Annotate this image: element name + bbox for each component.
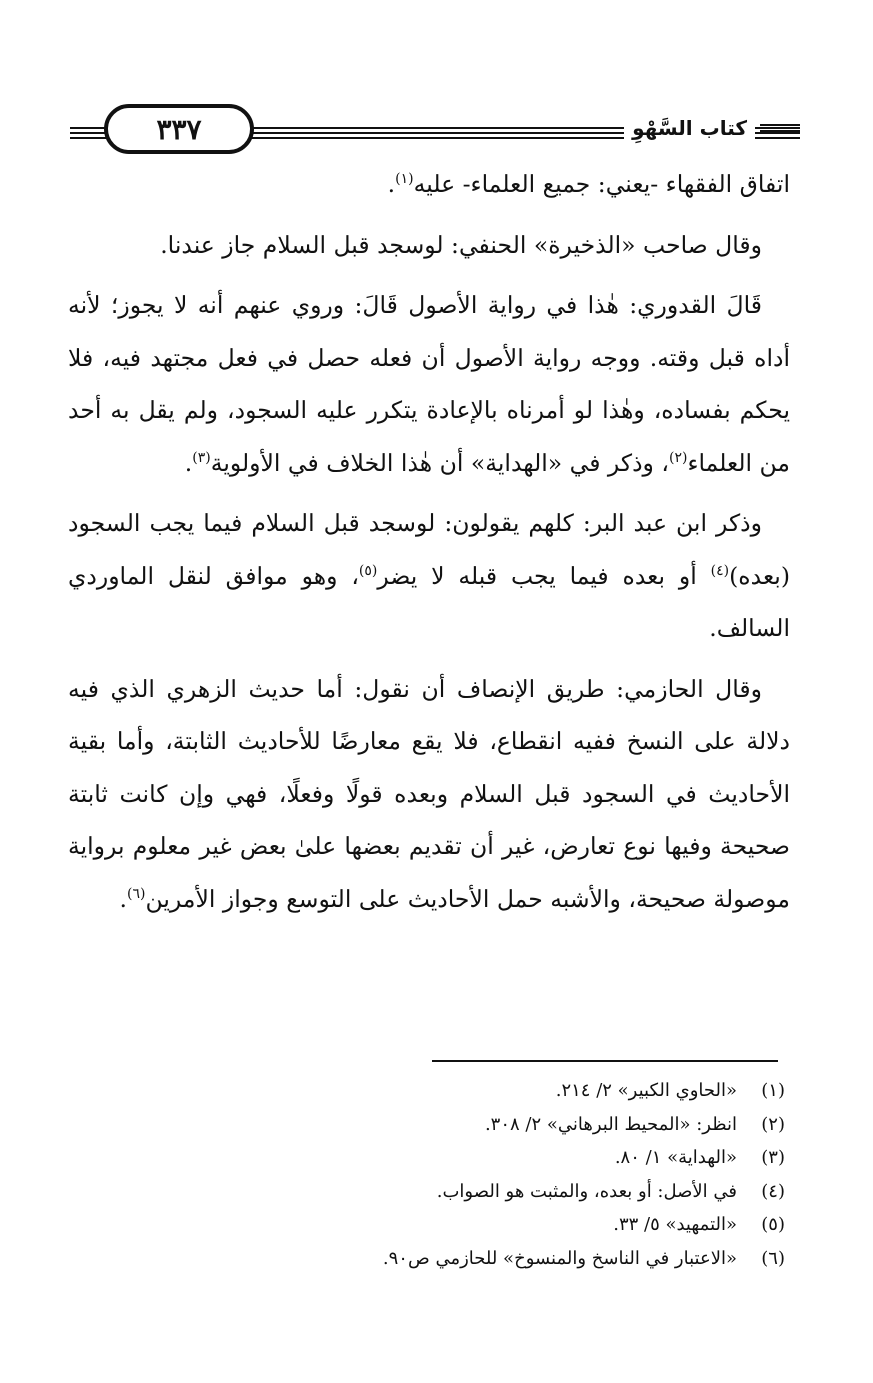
paragraph-text: وذكر ابن عبد البر: كلهم يقولون: لوسجد قبل السلام فيما يجب السجود (بعده) — [68, 509, 790, 590]
footnote-ref: (٦) — [127, 885, 146, 902]
footnote — [200, 1175, 785, 1209]
footnotes — [200, 1074, 785, 1275]
paragraph-text: . — [184, 448, 193, 477]
paragraph-text: اتفاق الفقهاء -يعني: جميع العلماء- عليه — [413, 170, 790, 198]
footnote-text: «الاعتبار في الناسخ والمنسوخ» للحازمي ص٩٠. — [382, 1247, 737, 1269]
footnote-ref: (١) — [395, 171, 414, 188]
paragraph-text: ، وهو موافق لنقل الماوردي السالف. — [68, 561, 790, 642]
footnote-number: (٤) — [761, 1180, 785, 1202]
footnote-text: انظر: «المحيط البرهاني» ٢/ ٣٠٨. — [484, 1113, 737, 1135]
paragraph-5 — [68, 663, 790, 926]
footnote-ref: (٥) — [358, 562, 378, 579]
chapter-title-wrap — [624, 108, 755, 148]
paragraph-2 — [68, 219, 790, 272]
footnote-ref: (٢) — [668, 449, 688, 466]
main-text — [68, 158, 790, 925]
footnote-text: «التمهيد» ٥/ ٣٣. — [613, 1214, 737, 1235]
paragraph-1 — [68, 158, 790, 211]
footnote-number: (٥) — [761, 1214, 785, 1235]
footnote — [200, 1141, 785, 1175]
paragraph-text: ، وذكر في «الهداية» أن هٰذا الخلاف في الأولوية — [210, 448, 669, 477]
footnote-text: «الهداية» ١/ ٨٠. — [614, 1147, 737, 1168]
paragraph-text: وقال الحازمي: طريق الإنصاف أن نقول: أما حديث الزهري الذي فيه دلالة على النسخ ففيه انقطاع، فلا يقع معارضًا للأحاديث الثابتة، وأما بقية الأحاديث في السجود قبل السلام وبعده قولًا وفعلًا، فهي وإن كانت ثابتة صحيحة وفيها نوع تعارض، غير أن تقديم بعضها علىٰ بعض غير معلوم برواية موصولة صحيحة، والأشبه حمل الأحاديث على التوسع وجواز الأمرين — [68, 674, 790, 913]
footnote-ref: (٤) — [710, 562, 730, 579]
paragraph-3 — [68, 279, 790, 489]
chapter-title: كتاب السَّهْوِ — [632, 116, 747, 140]
paragraph-text: أو بعده فيما يجب قبله لا يضر — [377, 561, 711, 590]
footnote-number: (٢) — [761, 1113, 785, 1135]
page-number: ٣٣٧ — [104, 104, 254, 154]
footnote-number: (٦) — [761, 1247, 785, 1269]
paragraph-text: وقال صاحب «الذخيرة» الحنفي: لوسجد قبل السلام جاز عندنا. — [160, 230, 762, 259]
footnote-separator — [432, 1060, 778, 1062]
paragraph-text: . — [119, 884, 128, 913]
paragraph-text: . — [387, 170, 396, 198]
footnote — [200, 1242, 785, 1276]
paragraph-text: قَالَ القدوري: هٰذا في رواية الأصول قَالَ: وروي عنهم أنه لا يجوز؛ لأنه أداه قبل وقته. ووجه رواية الأصول أن فعله حصل في فعل مجتهد فيه، فلا يحكم بفساده، وهٰذا لو أمرناه بالإعادة يتكرر عليه السجود، ولم يقل به أحد من العلماء — [68, 291, 790, 477]
chapter-ornament — [760, 124, 800, 144]
footnote-text: «الحاوي الكبير» ٢/ ٢١٤. — [555, 1080, 737, 1101]
footnote — [200, 1108, 785, 1142]
footnote-ref: (٣) — [192, 449, 211, 466]
paragraph-4 — [68, 497, 790, 655]
footnote-text: في الأصل: أو بعده، والمثبت هو الصواب. — [436, 1180, 737, 1202]
footnote-number: (١) — [761, 1080, 785, 1101]
footnote-number: (٣) — [761, 1147, 785, 1168]
footnote — [200, 1074, 785, 1108]
footnote — [200, 1208, 785, 1242]
